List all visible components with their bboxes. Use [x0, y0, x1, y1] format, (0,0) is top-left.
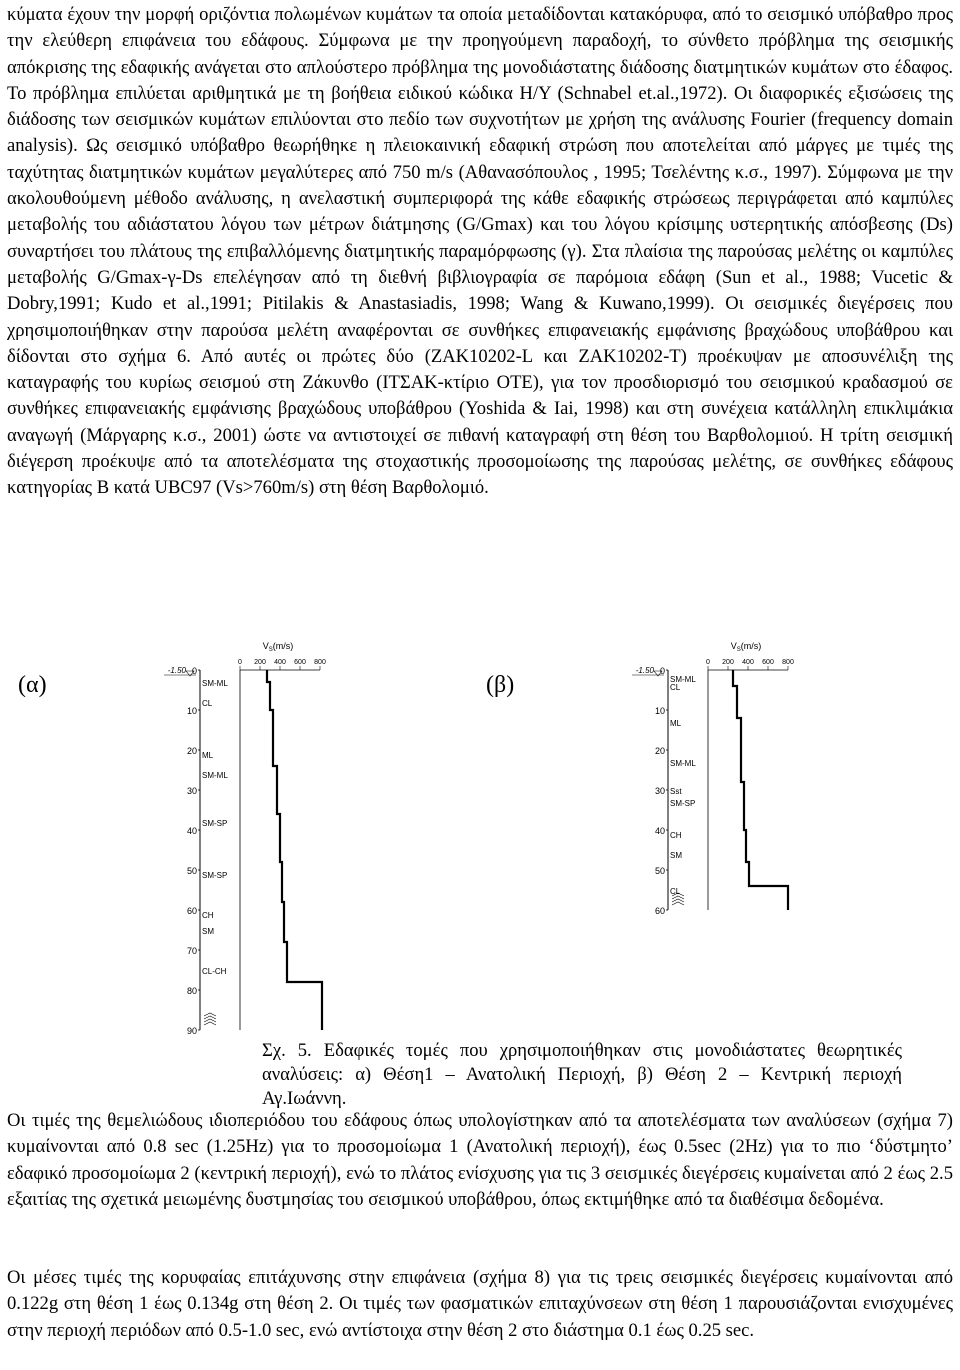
layer-label: SM-ML: [202, 679, 228, 688]
layer-label: SM-SP: [202, 819, 228, 828]
layer-label: CL: [670, 683, 681, 692]
depth-tick-label: 0: [191, 666, 197, 676]
depth-tick-label: 40: [186, 826, 197, 836]
vs-axis-label: $V_S(m/s)$: [730, 641, 762, 653]
layer-label: SM-ML: [670, 759, 696, 768]
depth-tick-label: 90: [186, 1026, 197, 1036]
vs-tick-label: 600: [294, 659, 306, 666]
layer-label: ML: [202, 751, 214, 760]
vs-axis-label-sub: S: [268, 647, 273, 653]
depth-tick-label: 50: [186, 866, 197, 876]
vs-tick-label: 800: [314, 659, 326, 666]
vs-tick-label: 400: [274, 659, 286, 666]
layer-label: CL: [202, 699, 213, 708]
depth-tick-label: 10: [654, 706, 665, 716]
soil-column-b: [628, 640, 798, 945]
layer-label: SM-ML: [202, 771, 228, 780]
depth-tick-label: 60: [654, 906, 665, 916]
depth-tick-label: 20: [186, 746, 197, 756]
layer-label: CL-CH: [202, 967, 227, 976]
vs-tick-label: 200: [722, 659, 734, 666]
layer-label: CL: [670, 887, 681, 896]
vs-profile-line: [733, 670, 788, 910]
vs-tick-label: 200: [254, 659, 266, 666]
panel-a-label: (α): [18, 672, 47, 698]
bedrock-hatch: [204, 1022, 216, 1025]
depth-tick-label: 60: [186, 906, 197, 916]
vs-profile-line: [267, 670, 322, 1030]
bedrock-hatch: [672, 896, 684, 899]
depth-tick-label: 70: [186, 946, 197, 956]
depth-tick-label: 20: [654, 746, 665, 756]
depth-tick-label: 80: [186, 986, 197, 996]
depth-tick-label: 30: [654, 786, 665, 796]
layer-label: CH: [670, 831, 682, 840]
vs-tick-label: 0: [706, 659, 710, 666]
vs-tick-label: 600: [762, 659, 774, 666]
layer-label: SM-SP: [670, 799, 696, 808]
figure-caption: Σχ. 5. Εδαφικές τομές που χρησιμοποιήθηκαν στις μονοδιάστατες θεωρητικές αναλύσεις: α) Θέση1 – Ανατολική Περιοχή, β) Θέση 2 – Κεντρική περιοχή Αγ.Ιωάννη.: [262, 1040, 902, 1109]
layer-label: SM-ML: [670, 675, 696, 684]
layer-label: CH: [202, 911, 214, 920]
vs-tick-label: 400: [742, 659, 754, 666]
layer-label: SM-SP: [202, 871, 228, 880]
paragraph-2: Οι τιμές της θεμελιώδους ιδιοπεριόδου του εδάφους όπως υπολογίστηκαν από τα αποτελέσματα των αναλύσεων (σχήμα 7) κυμαίνονται από 0.8 sec (1.25Hz) για το προσομοίωμα 1 (Ανατολική περιοχή), έως 0.5sec (2Hz) για το πιο ‘δύστμητο’ εδαφικό προσομοίωμα 2 (κεντρική περιοχή), ενώ το πλάτος ενίσχυσης για τις 3 σεισμικές διεγέρσεις κυμαίνεται από 2 έως 2.5 εξαιτίας της σχετικά μειωμένης δυστμησίας του σεισμικού υποβάθρου, όπως εκτιμήθηκε από τα διαθέσιμα δεδομένα.: [7, 1110, 953, 1210]
vs-axis-label: $V_S(m/s)$: [262, 641, 294, 653]
bedrock-hatch: [204, 1016, 216, 1019]
vs-axis-label-sub: S: [736, 647, 741, 653]
panel-b-label: (β): [486, 672, 515, 698]
depth-tick-label: 50: [654, 866, 665, 876]
paragraph-1: κύματα έχουν την μορφή οριζόντια πολωμένων κυμάτων τα οποία μεταδίδονται κατακόρυφα, από το σεισμικό υπόβαθρο προς την ελεύθερη επιφάνεια του εδάφους. Σύμφωνα με την προηγούμενη παραδοχή, το σύνθετο πρόβλημα της σεισμικής απόκρισης της εδαφικής ανάγεται στο απλούστερο πρόβλημα της μονοδιάστατης διάδοσης διατμητικών κυμάτων στο έδαφος. Το πρόβλημα επιλύεται αριθμητικά με τη βοήθεια ειδικού κώδικα Η/Υ (Schnabel et.al.,1972). Οι διαφορικές εξισώσεις της διάδοσης των σεισμικών κυμάτων επιλύονται στο πεδίο των συχνοτήτων με χρήση της ανάλυσης Fourier (frequency domain analysis). Ως σεισμικό υπόβαθρο θεωρήθηκε η πλειοκαινική εδαφική στρώση που αποτελείται από μάργες με τιμές της ταχύτητας διατμητικών κυμάτων μεγαλύτερες από 750 m/s (Αθανασόπουλος , 1995; Τσελέντης κ.σ., 1997). Σύμφωνα με την ακολουθούμενη μέθοδο ανάλυσης, η ανελαστική συμπεριφορά της κάθε εδαφικής στρώσεως περιγράφεται από καμπύλες μεταβολής του αδιάστατου λόγου των μέτρων διάτμησης (G/Gmax) και του λόγου κρίσιμης υστερητικής απόσβεσης (Ds) συναρτήσει του πλάτους της επιβαλλόμενης διατμητικής παραμόρφωσης (γ). Στα πλαίσια της παρούσας μελέτης οι καμπύλες μεταβολής G/Gmax-γ-Ds επελέγησαν από τη διεθνή βιβλιογραφία σε παρόμοια εδάφη (Sun et al., 1988; Vucetic & Dobry,1991; Kudo et al.,1991; Pitilakis & Anastasiadis, 1998; Wang & Kuwano,1999). Οι σεισμικές διεγέρσεις που χρησιμοποιήθηκαν στην παρούσα μελέτη αναφέρονται σε συνθήκες επιφανειακής εμφάνισης βραχώδους υποβάθρου και δίδονται στο σχήμα 6. Από αυτές οι πρώτες δύο (ZAK10202-L και ZAK10202-T) προέκυψαν με αποσυνέλιξη της καταγραφής του κυρίως σεισμού στη Ζάκυνθο (ΙΤΣΑΚ-κτίριο ΟΤΕ), για τον προσδιορισμό του σεισμικού κραδασμού σε συνθήκες επιφανειακής εμφάνισης βραχώδους υποβάθρου (Yoshida & Iai, 1998) και στη συνέχεια κατάλληλη επικλιμάκια αναγωγή (Μάργαρης κ.σ., 2001) ώστε να αντιστοιχεί σε πιθανή καταγραφή στη θέση του Βαρθολομιού. Η τρίτη σεισμική διέγερση προέκυψε από τα αποτελέσματα της στοχαστικής προσομοίωσης της παρούσας μελέτης, σε συνθήκες εδάφους κατηγορίας Β κατά UBC97 (Vs>760m/s) στη θέση Βαρθολομιό.: [7, 4, 953, 499]
layer-label: SM: [202, 927, 214, 936]
water-table-label: -1.50: [167, 666, 186, 675]
depth-tick-label: 30: [186, 786, 197, 796]
vs-axis-label-unit: (m/s): [272, 641, 294, 651]
depth-tick-label: 40: [654, 826, 665, 836]
layer-label: SM: [670, 851, 682, 860]
bedrock-hatch: [204, 1019, 216, 1022]
water-table-label: -1.50: [635, 666, 654, 675]
soil-column-a: [160, 640, 330, 1035]
layer-label: Sst: [670, 787, 682, 796]
paragraph-3: Οι μέσες τιμές της κορυφαίας επιτάχυνσης στην επιφάνεια (σχήμα 8) για τις τρεις σεισμικές διεγέρσεις κυμαίνονται από 0.122g στη θέση 1 έως 0.134g στη θέση 2. Οι τιμές των φασματικών επιταχύνσεων στη θέση 1 παρουσιάζονται ενισχυμένες στην περιοχή περιόδων από 0.5-1.0 sec, ενώ αντίστοιχα στην θέση 2 στο διάστημα 0.1 έως 0.25 sec.: [7, 1267, 953, 1341]
vs-tick-label: 800: [782, 659, 794, 666]
bedrock-hatch: [672, 902, 684, 905]
depth-tick-label: 0: [659, 666, 665, 676]
vs-axis-label-unit: (m/s): [740, 641, 762, 651]
vs-tick-label: 0: [238, 659, 242, 666]
bedrock-hatch: [672, 899, 684, 902]
layer-label: ML: [670, 719, 682, 728]
bedrock-hatch: [204, 1013, 216, 1016]
depth-tick-label: 10: [186, 706, 197, 716]
